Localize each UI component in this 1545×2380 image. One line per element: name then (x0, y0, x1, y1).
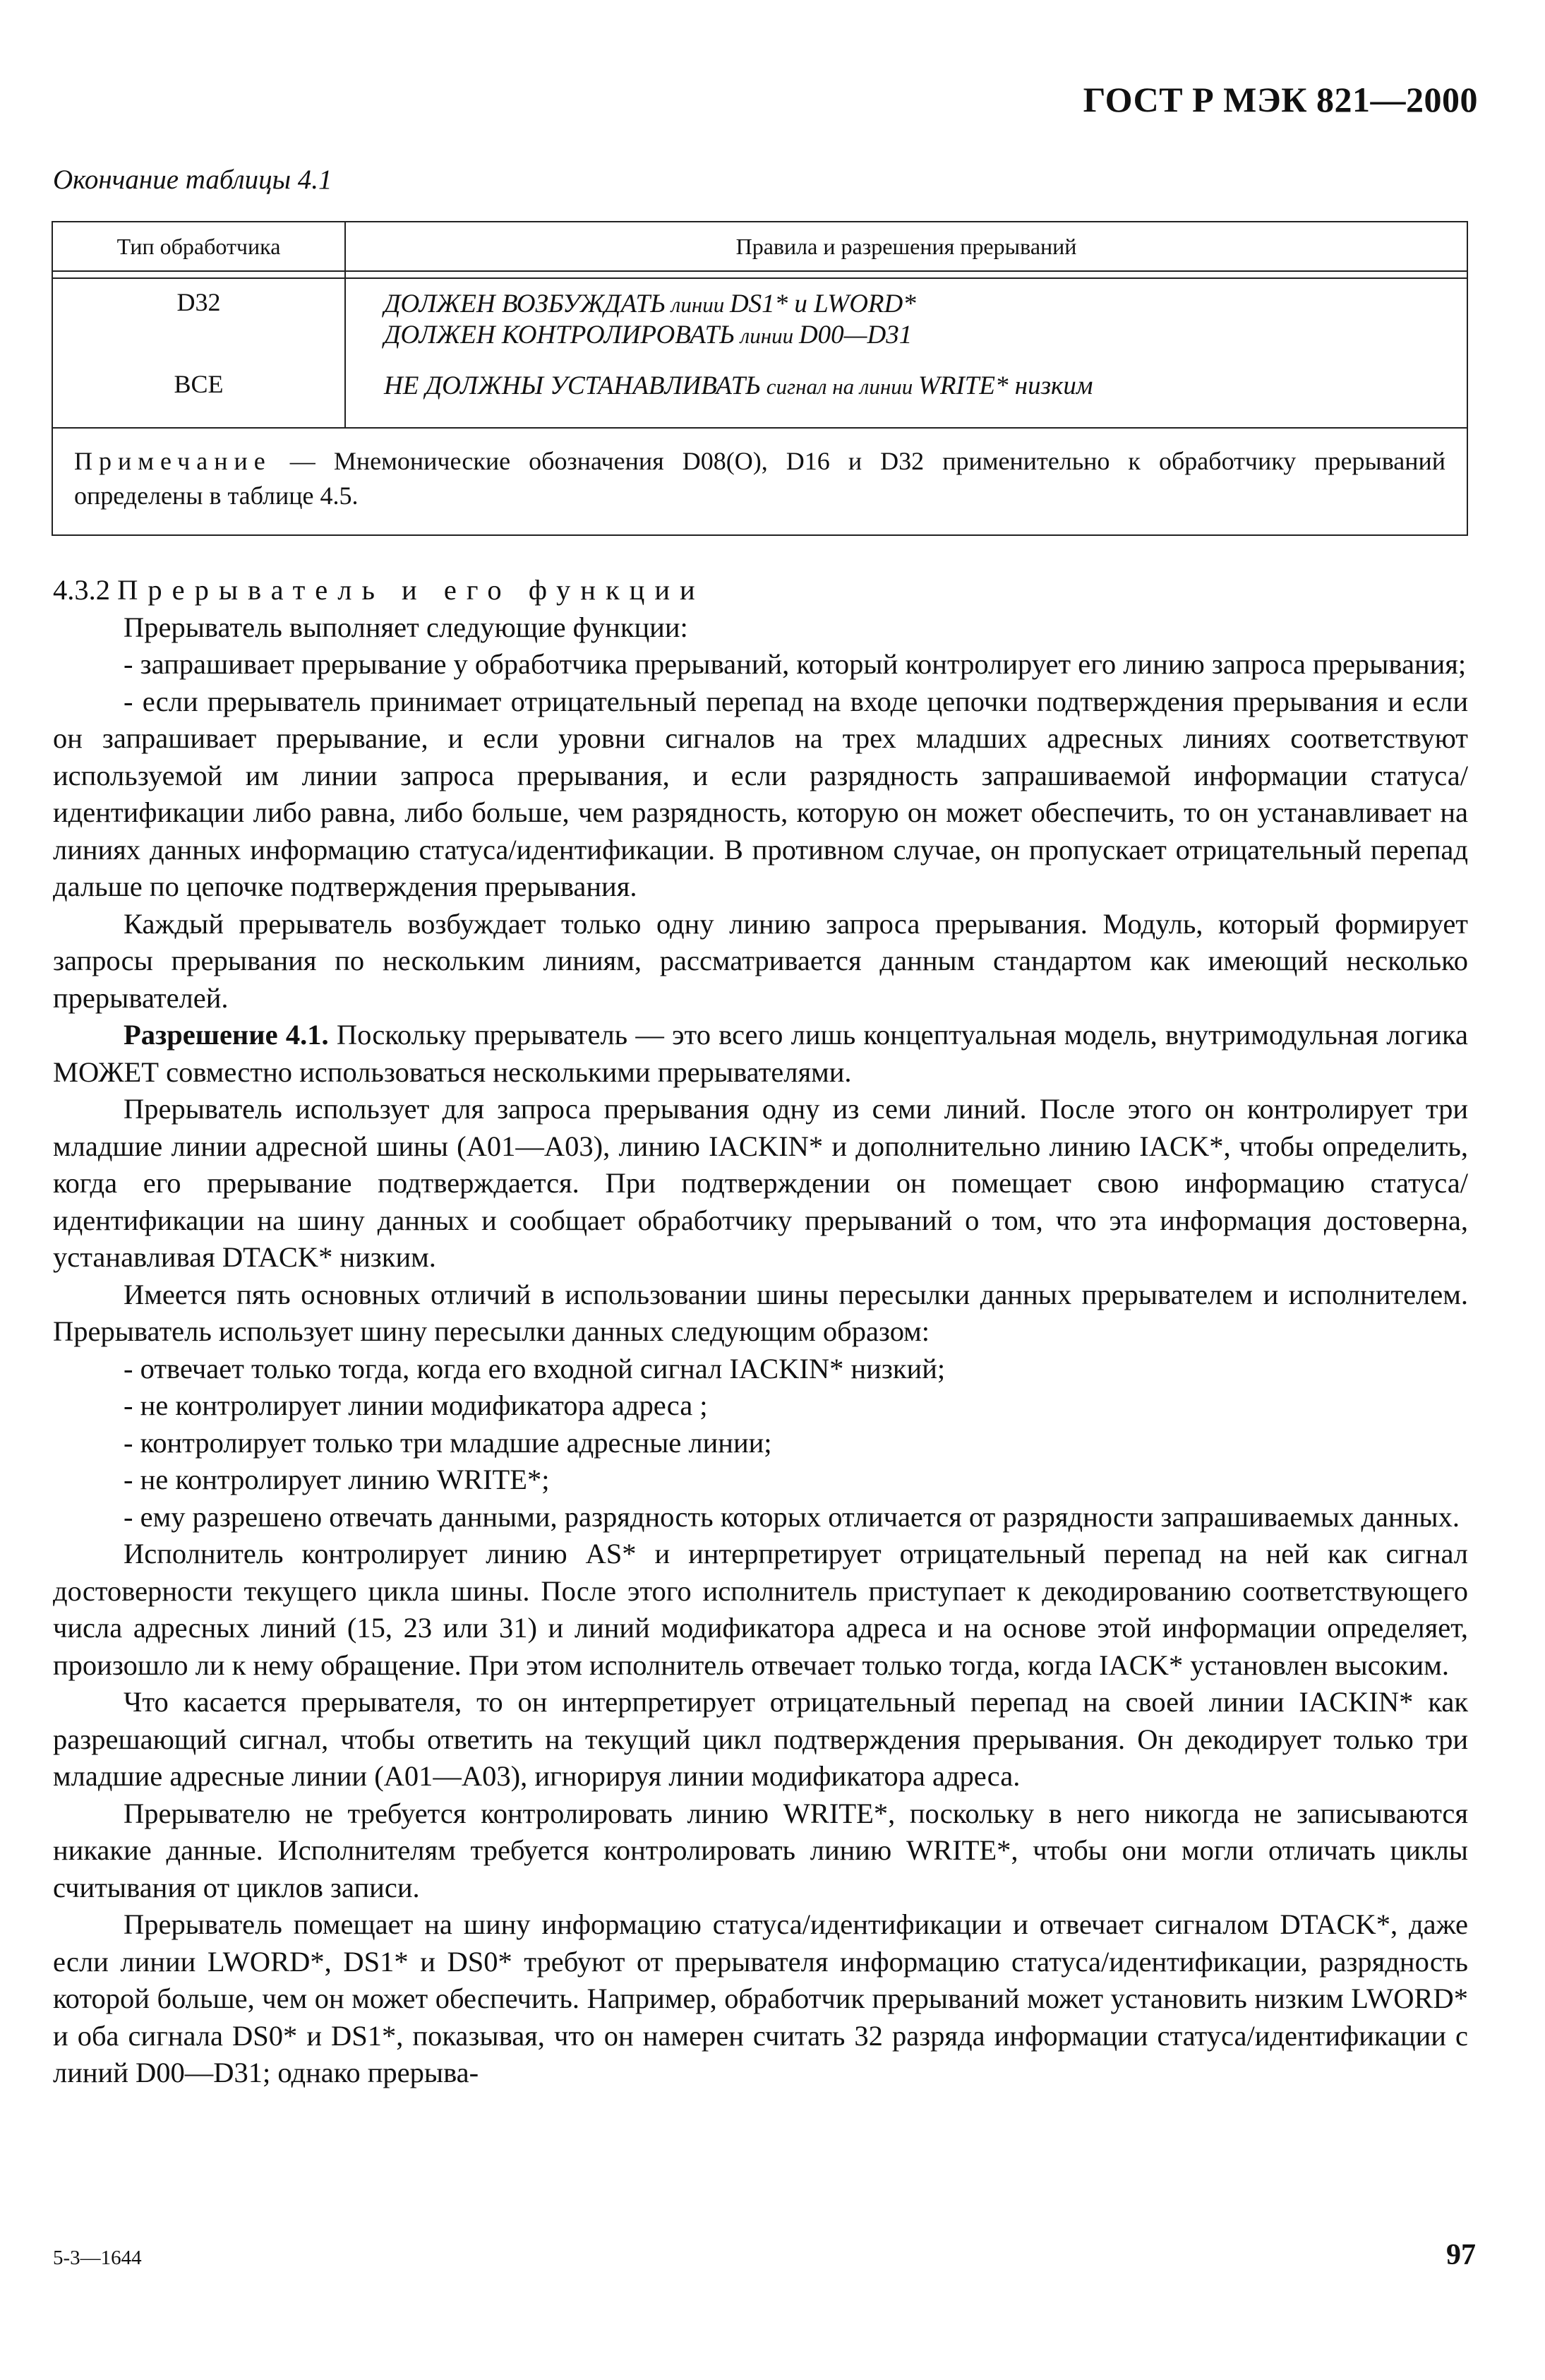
body-text (53, 572, 1468, 2092)
paragraph: Прерывателю не требуется контролировать линию WRITE*, поскольку в него никогда не записываются никакие данные. Исполнителям требуется контролировать линию WRITE*, чтобы они могли отличать циклы считывания от циклов записи. (53, 1797, 1468, 1903)
section-number: 4.3.2 (53, 574, 110, 606)
list-item: - контролирует только три младшие адресные линии; (124, 1426, 772, 1459)
paragraph: Имеется пять основных отличий в использовании шины пересылки данных прерывателем и исполнителем. Прерыватель использует шину пересылки данных следующим образом: (53, 1278, 1468, 1347)
rule-d32-2: ДОЛЖЕН КОНТРОЛИРОВАТЬ линии D00—D31 (384, 321, 913, 349)
section-title: Прерыватель и его функции (117, 574, 705, 606)
list-item: - запрашивает прерывание у обработчика прерываний, который контролирует его линию запроса прерывания; (124, 648, 1467, 680)
rule-d32-1: ДОЛЖЕН ВОЗБУЖДАТЬ линии DS1* и LWORD* (384, 289, 916, 318)
paragraph: Прерыватель выполняет следующие функции: (124, 611, 688, 643)
table-caption: Окончание таблицы 4.1 (53, 165, 332, 195)
paragraph: Каждый прерыватель возбуждает только одну линию запроса прерывания. Модуль, который формирует запросы прерывания по нескольким линиям, рассматривается данным стандартом как имеющий несколько прерывателей. (53, 907, 1468, 1014)
standard-code: ГОСТ Р МЭК 821—2000 (1083, 80, 1478, 119)
table-note (53, 429, 1467, 534)
permission-paragraph (53, 1017, 1468, 1091)
interrupt-rules-table (52, 221, 1468, 536)
section-heading (53, 572, 1468, 609)
footer-code: 5-3—1644 (53, 2247, 142, 2269)
table-body (53, 279, 1467, 429)
handler-d32: D32 (176, 288, 221, 316)
handler-column (53, 279, 346, 427)
rule-all-1: НЕ ДОЛЖНЫ УСТАНАВЛИВАТЬ сигнал на линии WRITE* низким (384, 371, 1093, 400)
paragraph: Что касается прерывателя, то он интерпретирует отрицательный перепад на своей линии IACKIN* как разрешающий сигнал, чтобы ответить на текущий цикл подтверждения прерывания. Он декодирует только три младшие адресные линии (A01—A03), игнорируя линии модификатора адреса. (53, 1686, 1468, 1792)
header-handler-type: Тип обработчика (53, 222, 346, 270)
permission-label: Разрешение 4.1. (124, 1019, 329, 1051)
note-label: Примечание (74, 447, 272, 475)
table-header-row (53, 222, 1467, 272)
list-item: - если прерыватель принимает отрицательный перепад на входе цепочки подтверждения прерывания и если он запрашивает прерывание, и если уровни сигналов на трех младших адресных линиях соответствуют используемой им линии запроса прерывания, и если разрядность запрашиваемой информации статуса/идентификации либо равна, либо больше, чем разрядность, которую он может обеспечить, то он устанавливает на линиях данных информацию статуса/идентификации. В противном случае, он пропускает отрицательный перепад дальше по цепочке подтверждения прерывания. (53, 685, 1468, 902)
list-item: - ему разрешено отвечать данными, разрядность которых отличается от разрядности запрашиваемых данных. (124, 1500, 1460, 1533)
paragraph: Прерыватель помещает на шину информацию статуса/идентификации и отвечает сигналом DTACK*, даже если линии LWORD*, DS1* и DS0* требуют от прерывателя информацию статуса/идентификации, разрядность которой больше, чем он может обеспечить. Например, обработчик прерываний может установить низким LWORD* и оба сигнала DS0* и DS1*, показывая, что он намерен считать 32 разряда информации статуса/идентификации с линий D00—D31; однако прерыва- (53, 1908, 1468, 2088)
table-header-separator (53, 272, 1467, 279)
page-number: 97 (1446, 2239, 1476, 2271)
list-item: - не контролирует линию WRITE*; (124, 1464, 550, 1495)
handler-all: ВСЕ (174, 370, 224, 398)
header-rules: Правила и разрешения прерываний (735, 233, 1077, 259)
paragraph: Исполнитель контролирует линию AS* и интерпретирует отрицательный перепад на ней как сигнал достоверности текущего цикла шины. После этого исполнитель приступает к декодированию соответствующего числа адресных линий (15, 23 или 31) и линий модификатора адреса и на основе этой информации определяет, произошло ли к нему обращение. При этом исполнитель отвечает только тогда, когда IACK* установлен высоким. (53, 1538, 1468, 1681)
permission-text: Поскольку прерыватель — это всего лишь концептуальная модель, внутримодульная логика МОЖЕТ совместно использоваться несколькими прерывателями. (53, 1019, 1468, 1088)
list-item: - не контролирует линии модификатора адреса ; (124, 1389, 708, 1421)
list-item: - отвечает только тогда, когда его входной сигнал IACKIN* низкий; (124, 1352, 946, 1385)
note-text: — Мнемонические обозначения D08(O), D16 и D32 применительно к обработчику прерываний определены в таблице 4.5. (74, 447, 1445, 510)
rules-column (346, 279, 1467, 427)
paragraph: Прерыватель использует для запроса прерывания одну из семи линий. После этого он контролирует три младшие линии адресной шины (A01—A03), линию IACKIN* и дополнительно линию IACK*, чтобы определить, когда его прерывание подтверждается. При подтверждении он помещает свою информацию статуса/идентификации на шину данных и сообщает обработчику прерываний о том, что эта информация достоверна, устанавливая DTACK* низким. (53, 1093, 1468, 1273)
